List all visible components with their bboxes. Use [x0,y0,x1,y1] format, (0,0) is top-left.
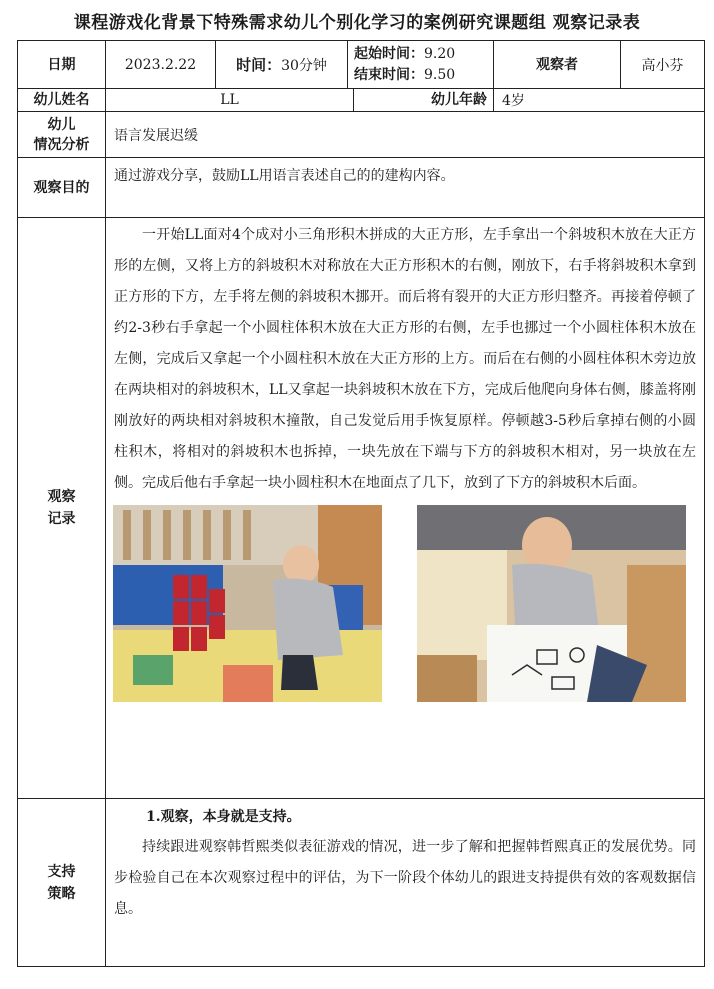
start-label: 起始时间： [354,45,424,62]
record-label [18,218,106,799]
analysis-value: 语言发展迟缓 [106,112,705,158]
document-title: 课程游戏化背景下特殊需求幼儿个别化学习的案例研究课题组 观察记录表 [73,13,641,33]
photo-2-image [417,505,686,702]
duration-label: 时间： [236,55,282,74]
duration-value: 30分钟 [281,57,327,74]
photo-child-stacking-blocks [113,505,382,702]
date-value: 2023.2.22 [106,41,216,89]
time-range-cell [348,41,494,89]
child-age-label: 幼儿年龄 [354,89,494,112]
purpose-label: 观察目的 [18,158,106,218]
observation-table [17,40,705,967]
analysis-label [18,112,106,158]
record-cell [106,218,705,799]
purpose-value: 通过游戏分享，鼓励LL用语言表述自己的的建构内容。 [106,158,705,218]
support-label [18,799,106,967]
support-label-line2: 策略 [47,885,76,902]
support-label-line1: 支持 [47,863,76,880]
support-heading: 1.观察，本身就是支持。 [146,809,301,825]
record-text: 一开始LL面对4个成对小三角形积木拼成的大正方形，左手拿出一个斜坡积木放在大正方形的左侧，又将上方的斜坡积木对称放在大正方形积木的右侧，刚放下，右手将斜坡积木拿到正方形的下方，左手将左侧的斜坡积木挪开。而后将有裂开的大正方形归整齐。再接着停顿了约2-3秒右手拿起一个小圆柱体积木放在大正方形的右侧，左手也挪过一个小圆柱体积木放在左侧，完成后又拿起一个小圆柱积木放在大正方形的上方。而后在右侧的小圆柱体积木旁边放在两块相对的斜坡积木，LL又拿起一块斜坡积木放在下方，完成后他爬向身体右侧，膝盖将刚刚放好的两块相对斜坡积木撞散，自己发觉后用手恢复原样。停顿越3-5秒后拿掉右侧的小圆柱积木，将相对的斜坡积木也拆掉，一块先放在下端与下方的斜坡积木相对，另一块放在左侧。完成后他右手拿起一块小圆柱积木在地面点了几下，放到了下方的斜坡积木后面。 [114,227,697,491]
start-time [354,44,493,65]
end-label: 结束时间： [354,66,424,83]
date-label: 日期 [18,41,106,89]
observer-label: 观察者 [494,41,621,89]
record-label-line2: 记录 [47,511,76,527]
photo-row [106,499,704,722]
analysis-label-line1: 幼儿 [47,116,76,133]
child-age-value: 4岁 [494,89,705,112]
child-name-label: 幼儿姓名 [18,89,106,112]
analysis-label-line2: 情况分析 [33,136,90,153]
support-cell [106,799,705,967]
photo-1-image [113,505,382,702]
end-time [354,65,493,86]
start-value: 9.20 [424,45,456,62]
end-value: 9.50 [424,66,456,83]
photo-child-drawing [417,505,686,702]
support-text: 持续跟进观察韩哲熙类似表征游戏的情况，进一步了解和把握韩哲熙真正的发展优势。同步检验自己在本次观察过程中的评估，为下一阶段个体幼儿的跟进支持提供有效的客观数据信息。 [114,839,697,917]
record-label-line1: 观察 [47,489,76,505]
duration-cell [216,41,348,89]
observer-value: 高小芬 [621,41,705,89]
child-name-value: LL [106,89,354,112]
